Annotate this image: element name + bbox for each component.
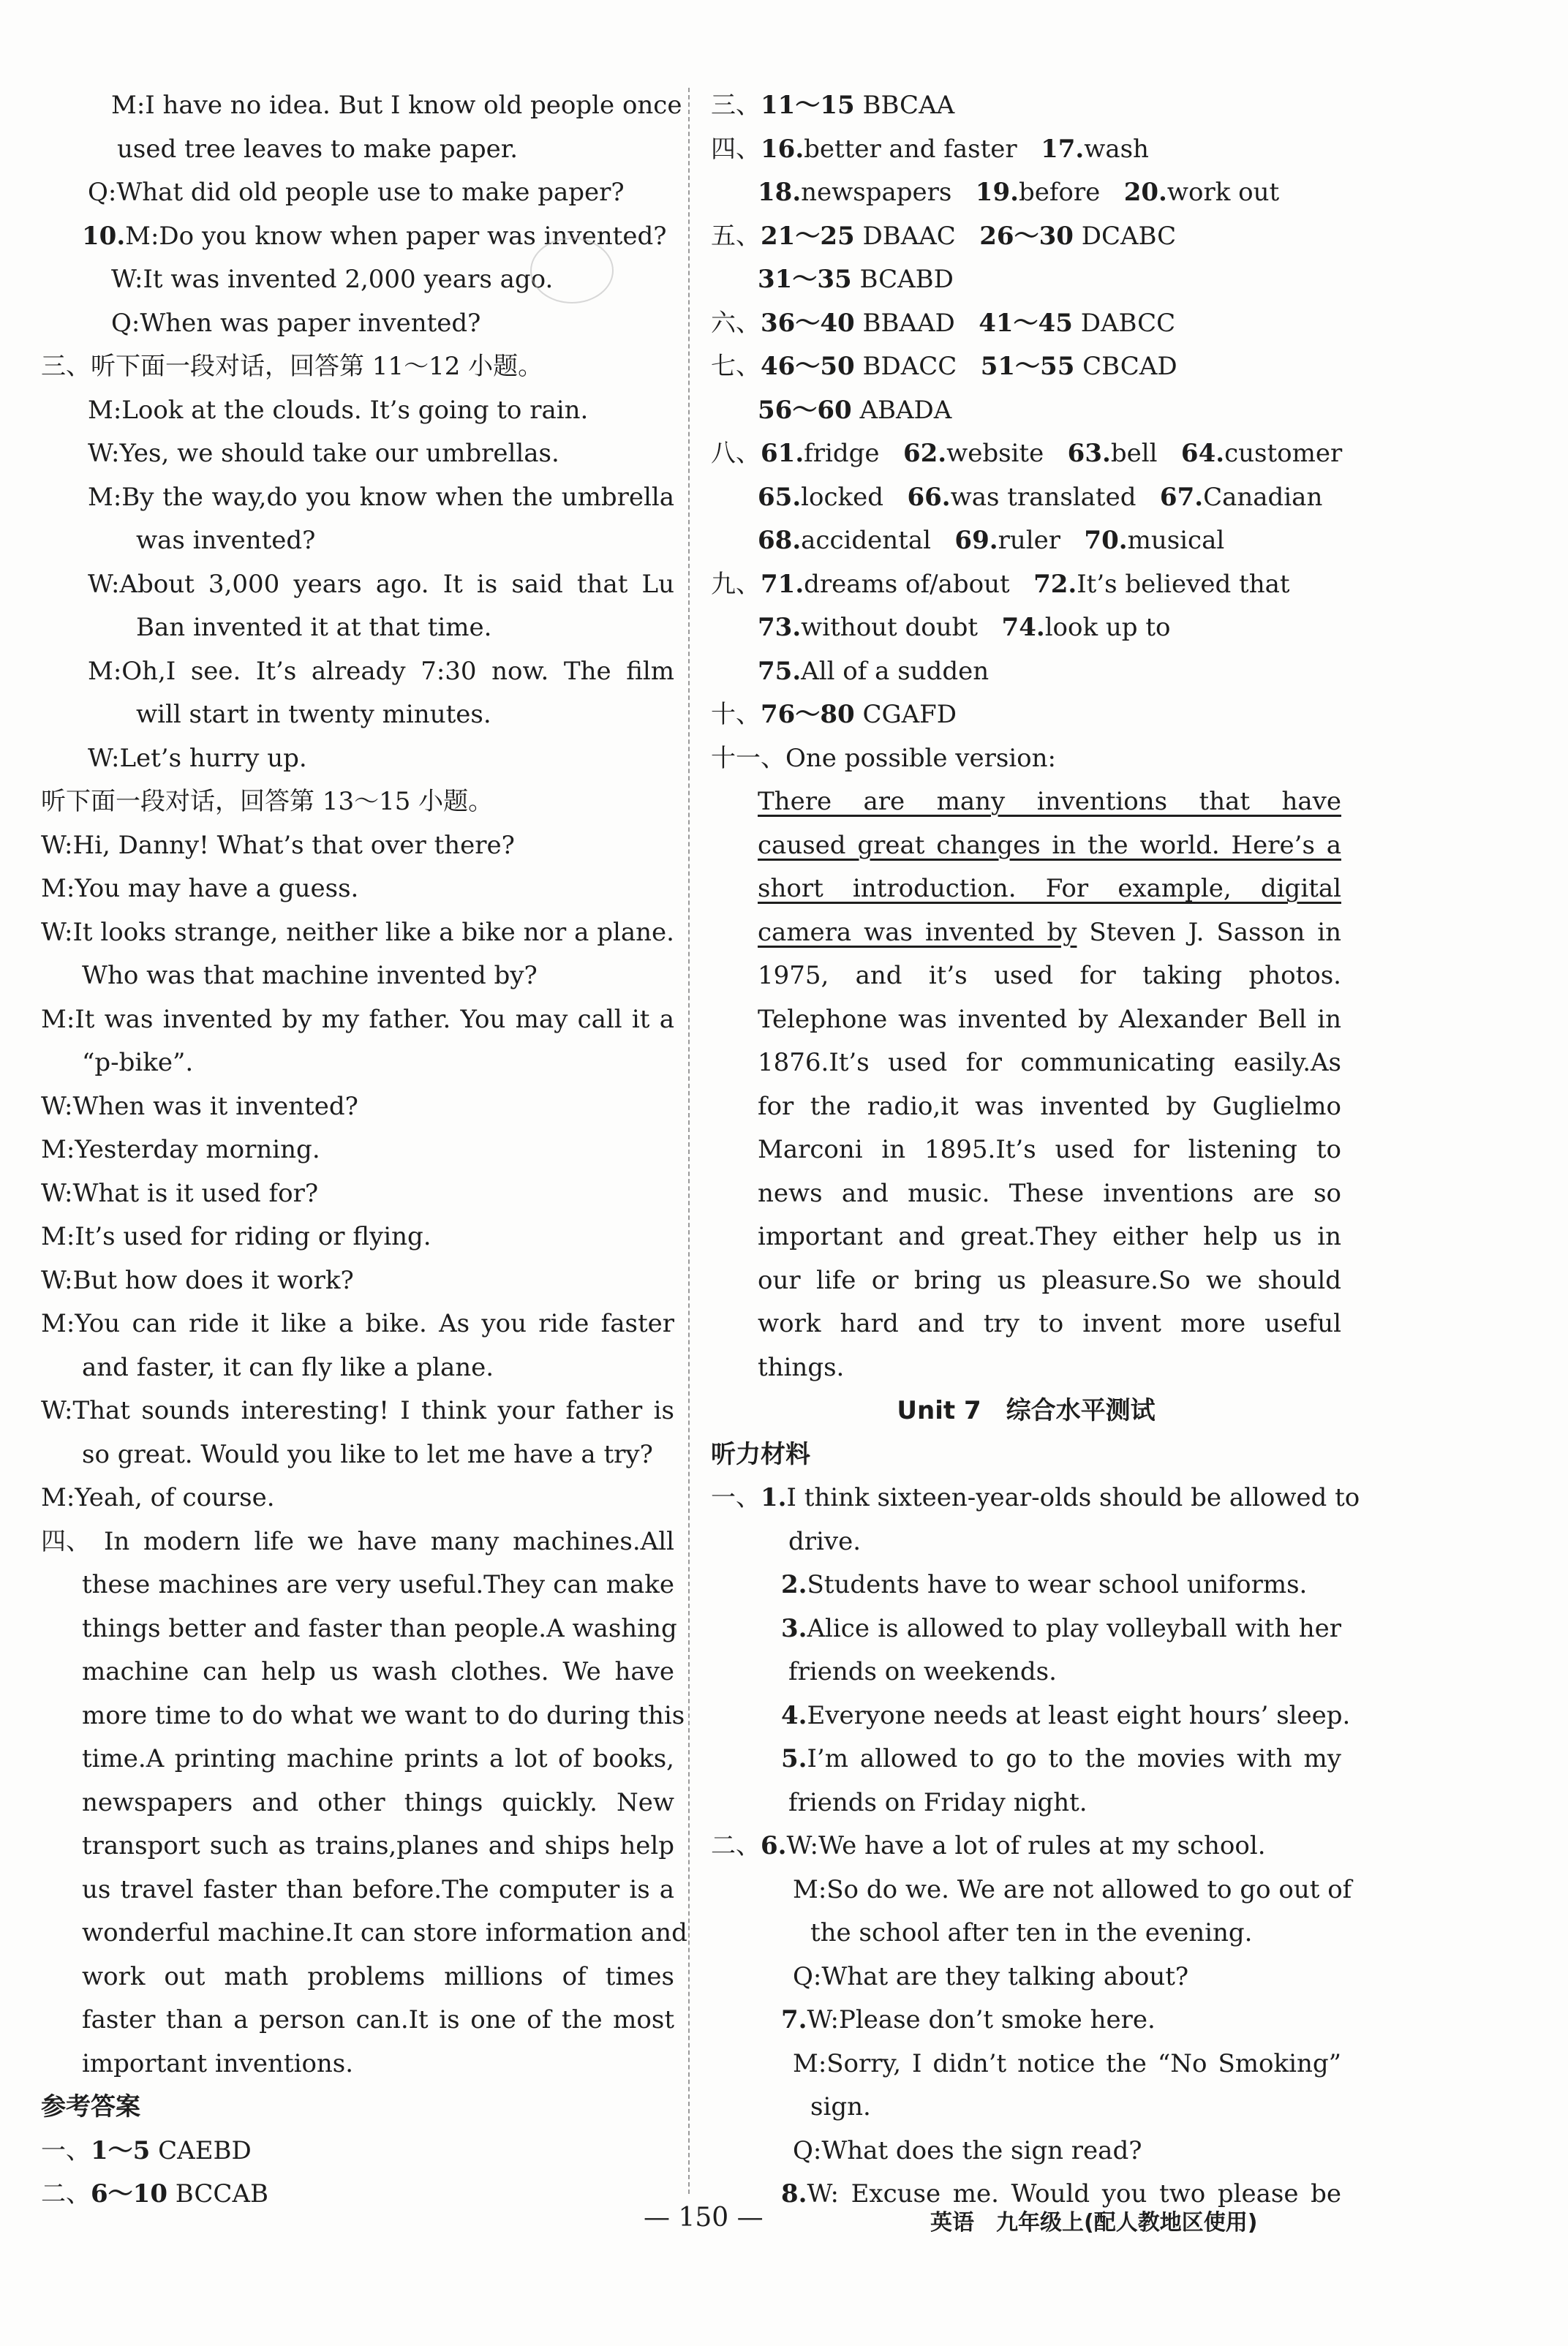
text-line: 3.Alice is allowed to play volleyball with her (781, 1613, 1341, 1643)
column-divider (688, 88, 690, 2194)
essay-line: 1876.It’s used for communicating easily.As (758, 1048, 1341, 1077)
answer-line: 75.All of a sudden (758, 656, 990, 686)
essay-line: work hard and try to invent more useful (758, 1309, 1341, 1338)
text-line: Q:What are they talking about? (793, 1961, 1189, 1991)
text-line: more time to do what we want to do during this (82, 1700, 685, 1730)
answer-line: 五、21～25 DBAAC 26～30 DCABC (711, 221, 1177, 251)
text-line: M:Oh,I see. It’s already 7:30 now. The film (88, 656, 674, 686)
text-line: W:That sounds interesting! I think your father is (41, 1396, 674, 1425)
text-line: us travel faster than before.The computer is a (82, 1874, 674, 1904)
section-heading: 听下面一段对话，回答第 13～15 小题。 (41, 787, 494, 816)
text-line: 一、1.I think sixteen-year-olds should be allowed to (711, 1483, 1360, 1512)
text-line: M:You may have a guess. (41, 874, 359, 903)
answer-line: 十一、One possible version: (711, 743, 1056, 773)
text-line: will start in twenty minutes. (136, 700, 491, 729)
section-heading: 三、听下面一段对话，回答第 11～12 小题。 (41, 352, 543, 381)
text-line: machine can help us wash clothes. We have (82, 1657, 674, 1686)
text-line: and faster, it can fly like a plane. (82, 1352, 494, 1382)
text-line: things better and faster than people.A washing (82, 1613, 677, 1643)
right-column (711, 84, 1360, 2217)
essay-line: short introduction. For example, digital (758, 874, 1341, 903)
text-line: 二、6.W:We have a lot of rules at my school. (711, 1831, 1266, 1860)
essay-line: Marconi in 1895.It’s used for listening to (758, 1135, 1341, 1164)
text-line: 7.W:Please don’t smoke here. (781, 2005, 1156, 2034)
text-line: M:I have no idea. But I know old people once (111, 91, 682, 120)
text-line: W:It looks strange, neither like a bike nor a plane. (41, 917, 674, 947)
text-line: M:It was invented by my father. You may call it a (41, 1004, 674, 1034)
answer-line: 56～60 ABADA (758, 395, 952, 425)
text-line: M:Yesterday morning. (41, 1135, 320, 1164)
essay-line: There are many inventions that have (758, 787, 1341, 816)
text-line: the school after ten in the evening. (810, 1918, 1253, 1947)
answer-line: 73.without doubt 74.look up to (758, 613, 1171, 642)
text-line: time.A printing machine prints a lot of books, (82, 1744, 674, 1773)
text-line: transport such as trains,planes and ships help (82, 1831, 674, 1860)
text-line: so great. Would you like to let me have a try? (82, 1439, 653, 1469)
answer-line: 六、36～40 BBAAD 41～45 DABCC (711, 308, 1176, 338)
text-line: important inventions. (82, 2048, 354, 2078)
essay-line: Telephone was invented by Alexander Bell in (758, 1004, 1341, 1034)
listening-heading: 听力材料 (711, 1439, 810, 1469)
book-title: 英语 九年级上(配人教地区使用) (930, 2210, 1258, 2236)
text-line: Q:What does the sign read? (793, 2135, 1142, 2165)
text-line: W:It was invented 2,000 years ago. (111, 265, 554, 294)
essay-line: caused great changes in the world. Here’s a (758, 830, 1341, 860)
answer-line: 18.newspapers 19.before 20.work out (758, 178, 1280, 207)
answer-line: 四、16.better and faster 17.wash (711, 134, 1149, 164)
answer-line: 十、76～80 CGAFD (711, 700, 957, 729)
text-line: was invented? (136, 526, 316, 555)
text-line: Ban invented it at that time. (136, 613, 492, 642)
unit-title: Unit 7 综合水平测试 (897, 1396, 1156, 1425)
text-line: M:You can ride it like a bike. As you ride faster (41, 1309, 674, 1338)
answer-line: 68.accidental 69.ruler 70.musical (758, 526, 1225, 555)
answer-line: 三、11～15 BBCAA (711, 91, 955, 120)
text-line: W:What is it used for? (41, 1178, 319, 1208)
text-line: W:About 3,000 years ago. It is said that Lu (88, 569, 674, 599)
text-line: wonderful machine.It can store information and (82, 1918, 687, 1947)
essay-line: important and great.They either help us in (758, 1222, 1341, 1251)
text-line: sign. (810, 2092, 871, 2121)
text-line: 四、 In modern life we have many machines.All (41, 1526, 674, 1556)
stamp-mark (530, 238, 614, 303)
answer-line: 七、46～50 BDACC 51～55 CBCAD (711, 352, 1177, 381)
text-line: Who was that machine invented by? (82, 961, 538, 990)
answer-line: 65.locked 66.was translated 67.Canadian (758, 482, 1323, 512)
text-line: M:Yeah, of course. (41, 1483, 275, 1512)
text-line: M:By the way,do you know when the umbrella (88, 482, 674, 512)
text-line: 4.Everyone needs at least eight hours’ sleep. (781, 1700, 1351, 1730)
essay-line: news and music. These inventions are so (758, 1178, 1341, 1208)
answer-key-heading: 参考答案 (41, 2092, 140, 2121)
text-line: used tree leaves to make paper. (117, 134, 519, 164)
text-line: “p-bike”. (82, 1048, 194, 1077)
essay-line: for the radio,it was invented by Guglielmo (758, 1091, 1341, 1121)
text-line: W:Yes, we should take our umbrellas. (88, 439, 559, 468)
text-line: M:Sorry, I didn’t notice the “No Smoking” (793, 2048, 1341, 2078)
text-line: 8.W: Excuse me. Would you two please be (781, 2179, 1341, 2209)
text-line: newspapers and other things quickly. New (82, 1787, 674, 1817)
text-line: W:But how does it work? (41, 1265, 354, 1295)
text-line: W:Hi, Danny! What’s that over there? (41, 830, 515, 860)
answer-line: 31～35 BCABD (758, 265, 954, 294)
text-line: 5.I’m allowed to go to the movies with my (781, 1744, 1341, 1773)
essay-line: our life or bring us pleasure.So we should (758, 1265, 1341, 1295)
essay-line: camera was invented by Steven J. Sasson in (758, 917, 1341, 947)
answer-line: 一、1～5 CAEBD (41, 2135, 252, 2165)
essay-line: 1975, and it’s used for taking photos. (758, 961, 1341, 990)
text-line: M:Look at the clouds. It’s going to rain. (88, 395, 589, 425)
text-line: friends on weekends. (788, 1657, 1057, 1686)
essay-line: things. (758, 1352, 845, 1382)
text-line: W:Let’s hurry up. (88, 743, 307, 773)
text-line: 2.Students have to wear school uniforms. (781, 1570, 1308, 1599)
answer-line: 九、71.dreams of/about 72.It’s believed that (711, 569, 1290, 599)
text-line: W:When was it invented? (41, 1091, 358, 1121)
text-line: Q:What did old people use to make paper? (88, 178, 625, 207)
page-number: — 150 — (644, 2203, 764, 2233)
answer-line: 二、6～10 BCCAB (41, 2179, 268, 2209)
answer-line: 八、61.fridge 62.website 63.bell 64.customer (711, 439, 1343, 468)
text-line: 10.M:Do you know when paper was invented? (82, 221, 667, 251)
text-line: M:So do we. We are not allowed to go out of (793, 1874, 1352, 1904)
left-column (41, 84, 687, 2217)
text-line: M:It’s used for riding or flying. (41, 1222, 431, 1251)
text-line: work out math problems millions of times (82, 1961, 674, 1991)
text-line: faster than a person can.It is one of the most (82, 2005, 674, 2034)
text-line: Q:When was paper invented? (111, 308, 481, 338)
text-line: friends on Friday night. (788, 1787, 1088, 1817)
text-line: drive. (788, 1526, 862, 1556)
text-line: these machines are very useful.They can make (82, 1570, 674, 1599)
